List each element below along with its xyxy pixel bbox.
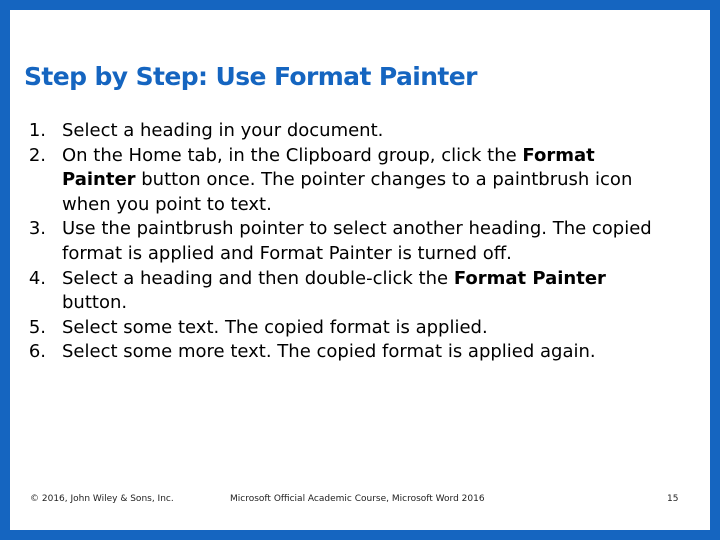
step-item — [16, 340, 666, 365]
step-item — [16, 316, 666, 341]
step-text-part: button. — [62, 292, 128, 314]
step-text-part: On the Home tab, in the Clipboard group, click the — [62, 144, 523, 166]
step-number: 3. — [28, 218, 46, 240]
step-number: 5. — [28, 316, 46, 338]
step-text-bold: Format Painter — [62, 144, 595, 191]
step-text-part: Select a heading in your document. — [62, 120, 384, 141]
steps-list — [16, 119, 666, 365]
step-text-part: Use the paintbrush pointer to select another heading. The copied format is applied and Format Painter is turned off. — [62, 218, 652, 264]
step-text — [62, 267, 666, 316]
step-text-bold: Format Painter — [453, 267, 606, 289]
footer-copyright: © 2016, John Wiley & Sons, Inc. — [30, 494, 174, 504]
step-text-part: button once. The pointer changes to a paintbrush icon when you point to text. — [62, 169, 633, 215]
step-number: 6. — [28, 341, 46, 363]
step-text-part: Select some text. The copied format is applied. — [62, 316, 488, 338]
step-number: 1. — [28, 120, 46, 141]
step-text — [62, 316, 666, 341]
step-item — [16, 144, 666, 218]
step-text — [62, 217, 666, 266]
step-text-part: Select a heading and then double-click the — [62, 267, 454, 289]
step-item — [16, 119, 666, 144]
step-text-part: Select some more text. The copied format is applied again. — [62, 341, 596, 363]
footer-course: Microsoft Official Academic Course, Microsoft Word 2016 — [230, 494, 485, 504]
step-text — [62, 340, 666, 365]
step-number: 2. — [28, 144, 46, 166]
step-number: 4. — [28, 267, 46, 289]
slide-title: Step by Step: Use Format Painter — [24, 62, 477, 91]
step-item — [16, 217, 666, 266]
step-text — [62, 144, 666, 218]
step-item — [16, 267, 666, 316]
footer-page-number: 15 — [667, 494, 679, 504]
step-text — [62, 119, 666, 144]
